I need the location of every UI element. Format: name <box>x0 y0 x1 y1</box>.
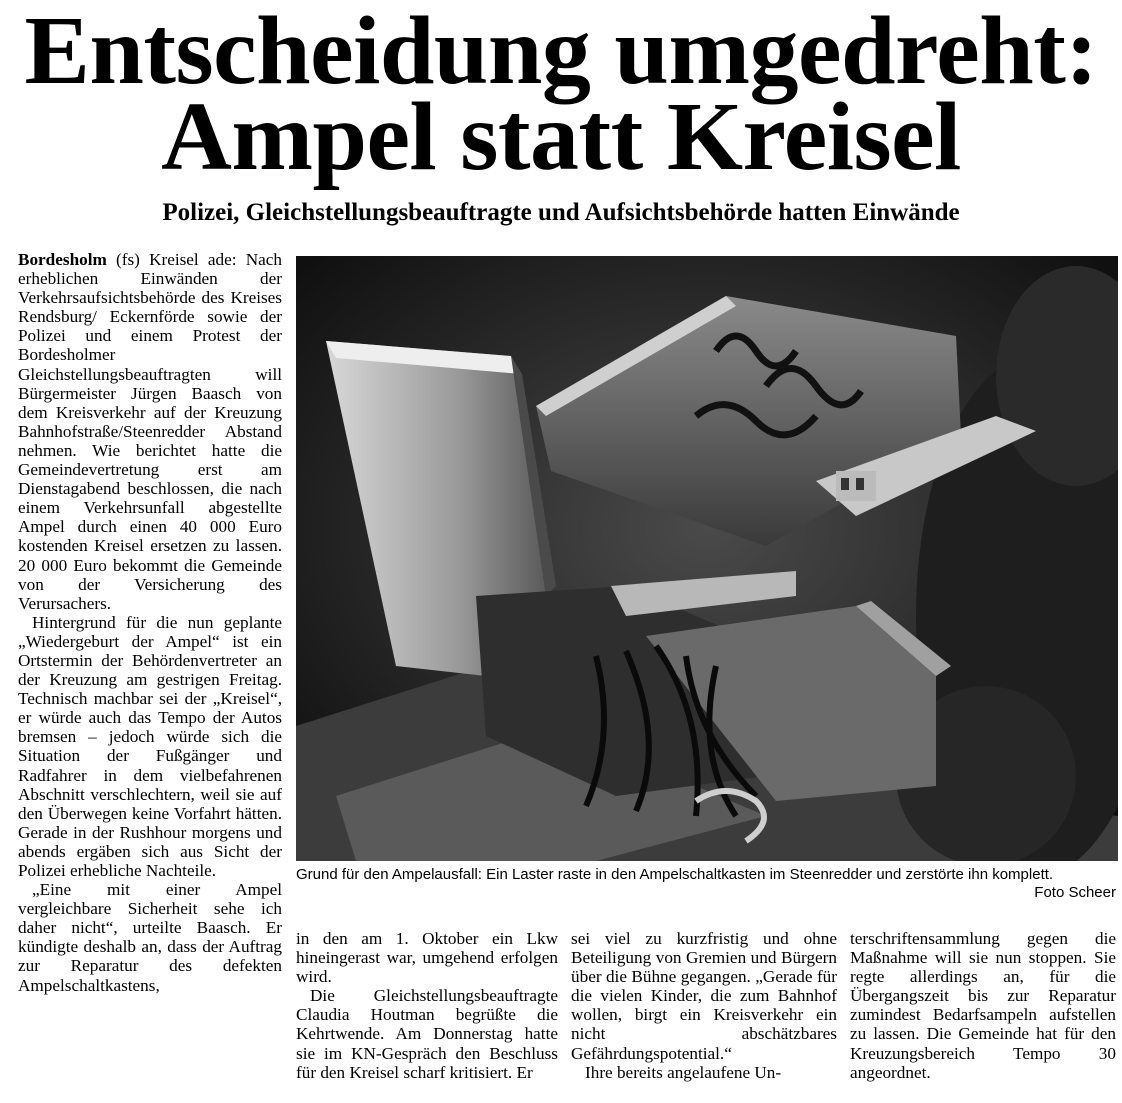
article-paragraph-6: sei viel zu kurzfristig und ohne Beteiligung von Gremien und Bürgern über die Bühne gegangen. „Gerade für die vielen Kinder, die zum Bahnhof wollen, birgt ein Kreisverkehr ein nicht abschätzbares Gefährdungspotential.“ <box>571 929 837 1063</box>
news-photo <box>296 256 1118 861</box>
article-paragraph-1 <box>18 250 282 613</box>
headline-line-1: Entscheidung umgedreht: <box>24 0 1098 105</box>
article-column-2 <box>296 929 558 1082</box>
subheadline: Polizei, Gleichstellungsbeauftragte und Aufsichtsbehörde hatten Einwände <box>162 199 960 226</box>
dateline: Bordesholm <box>18 250 107 269</box>
article-column-4 <box>850 929 1116 1082</box>
photo-credit: Foto Scheer <box>1034 884 1116 901</box>
article-paragraph-2: Hintergrund für die nun geplante „Wiedergeburt der Ampel“ ist ein Ortstermin der Behördenvertreter an der Kreuzung am gestrigen Freitag. Technisch machbar sei der „Kreisel“, er würde auch das Tempo der Autos bremsen – jedoch würde sich die Situation der Fußgänger und Radfahrer in dem vielbefahrenen Abschnitt verschlechtern, weil sie auf den Überwegen keine Vorfahrt hätten. Gerade in der Rushhour morgens und abends ergäben sich aus Sicht der Polizei erhebliche Nachteile. <box>18 612 282 880</box>
headline-line-2: Ampel statt Kreisel <box>161 83 961 191</box>
paragraph-text: (fs) Kreisel ade: Nach erheblichen Einwänden der Verkehrsaufsichtsbehörde des Kreises Rendsburg/ Eckernförde sowie der Polizei und einem Protest der Bordesholmer Gleichstellungsbeauftragten will Bürgermeister Jürgen Baasch von dem Kreisverkehr auf der Kreuzung Bahnhofstraße/Steenredder Abstand nehmen. Wie berichtet hatte die Gemeindevertretung erst am Dienstagabend beschlossen, die nach einem Verkehrsunfall abgestellte Ampel durch einen 40 000 Euro kostenden Kreisel ersetzen zu lassen. 20 000 Euro bekommt die Gemeinde von der Versicherung des Verursachers. <box>18 250 282 613</box>
article-column-3 <box>571 929 837 1082</box>
article-paragraph-5: Die Gleichstellungsbeauftragte Claudia Houtman begrüßte die Kehrtwende. Am Donnerstag hatte sie im KN-Gespräch den Beschluss für den Kreisel scharf kritisiert. Er <box>296 986 558 1082</box>
damaged-signal-box-image <box>296 256 1118 861</box>
photo-caption: Grund für den Ampelausfall: Ein Laster raste in den Ampelschaltkasten im Steenredder und zerstörte ihn komplett. <box>296 866 1054 883</box>
article-paragraph-4: in den am 1. Oktober ein Lkw hineingerast war, umgehend erfolgen wird. <box>296 929 558 987</box>
article-paragraph-7: Ihre bereits angelaufene Un- <box>585 1062 782 1082</box>
article-paragraph-3: „Eine mit einer Ampel vergleichbare Sicherheit sehe ich daher nicht“, urteilte Baasch. Er kündigte deshalb an, dass der Auftrag zur Reparatur des defekten Ampelschaltkastens, <box>18 880 282 995</box>
article-paragraph-8: terschriftensammlung gegen die Maßnahme will sie nun stoppen. Sie regte allerdings an, für die Übergangszeit bis zur Reparatur zumindest Bedarfsampeln aufstellen zu lassen. Die Gemeinde hat für den Kreuzungsbereich Tempo 30 angeordnet. <box>850 929 1116 1082</box>
article-column-1 <box>18 250 282 995</box>
